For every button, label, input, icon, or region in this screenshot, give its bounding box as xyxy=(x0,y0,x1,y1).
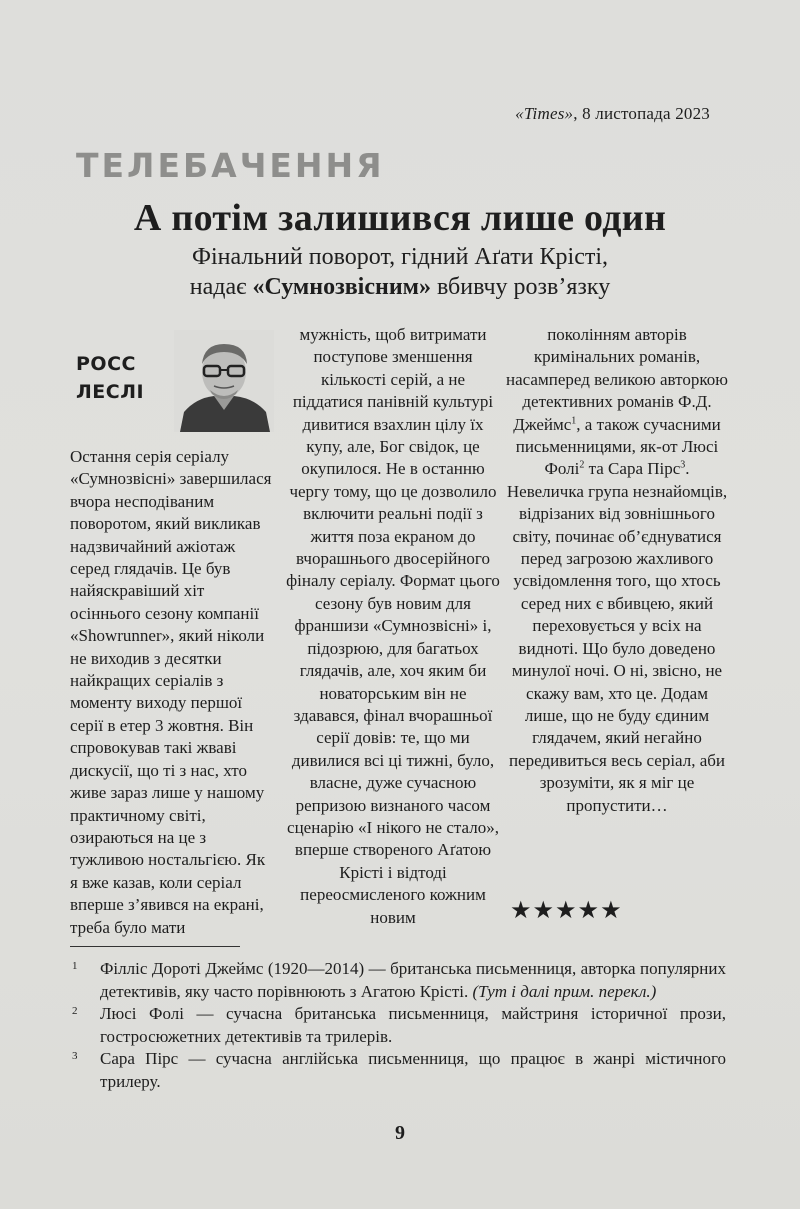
footnote-text: Філліс Дороті Джеймс (1920—2014) — британська письменниця, авторка популярних детективів, яку часто порівнюють з Агатою Крісті. xyxy=(100,959,726,1001)
article-body xyxy=(70,324,730,937)
footnote-3 xyxy=(70,1048,726,1093)
publication-name: «Times» xyxy=(515,104,574,123)
translator-note: (Тут і далі прим. перекл.) xyxy=(472,981,657,1001)
footnote-divider xyxy=(70,946,240,947)
col3-text-d: . Невеличка група незнайомців, відрізаних від зовнішнього світу, починає об’єднуватися перед загрозою жахливого усвідомлення того, що хтось серед них є вбивцею, який переховується у всіх на видноті. Що було доведено минулої ночі. О ні, звісно, не скажу вам, хто це. Додам лише, що не буду єдиним глядачем, який негайно передивиться весь серіал, аби зрозуміти, як я міг це пропустити… xyxy=(506,459,728,815)
author-first-name: РОСС xyxy=(76,353,136,375)
column-3 xyxy=(506,324,728,817)
article-subtitle xyxy=(60,242,740,302)
footnote-ref-3[interactable]: 3 xyxy=(680,459,686,471)
footnote-text: Сара Пірс — сучасна англійська письменниця, що працює в жанрі містичного трилеру. xyxy=(100,1049,726,1091)
footnote-ref-2[interactable]: 2 xyxy=(579,459,585,471)
footnote-text: Люсі Фолі — сучасна британська письменниця, майстриня історичної прози, гостросюжетних детективів та трилерів. xyxy=(100,1004,726,1046)
article-title: А потім залишився лише один xyxy=(133,197,667,239)
dateline xyxy=(515,104,710,124)
footnote-number: 3 xyxy=(72,1050,78,1062)
column-1 xyxy=(70,324,275,939)
subtitle-text: надає xyxy=(189,274,253,300)
author-block xyxy=(70,324,275,446)
footnote-number: 1 xyxy=(72,960,78,972)
col3-text-c: та Сара Пірс xyxy=(584,459,681,479)
author-name xyxy=(76,350,144,406)
footnotes xyxy=(70,958,726,1093)
author-photo xyxy=(174,330,274,432)
footnote-ref-1[interactable]: 1 xyxy=(571,414,577,426)
col3-text-a: поколінням авторів кримінальних романів, насамперед великою авторкою детективних романів Ф.Д. Джеймс xyxy=(506,325,728,434)
column-2 xyxy=(286,324,500,929)
footnote-number: 2 xyxy=(72,1005,78,1017)
subtitle-line-2 xyxy=(60,272,740,302)
author-last-name: ЛЕСЛІ xyxy=(76,381,145,403)
subtitle-line-1: Фінальний поворот, гідний Аґати Крісті, xyxy=(191,244,609,270)
page-number: 9 xyxy=(395,1122,405,1144)
column-1-text xyxy=(70,446,275,939)
footnote-1 xyxy=(70,958,726,1003)
rating-stars: ★★★★★ xyxy=(510,896,623,924)
col3-text-b: , а також сучасними письменницями, як-от Люсі Фолі xyxy=(515,414,721,479)
col1-line-1: Остання серія серіалу xyxy=(70,447,230,466)
col1-body: «Сумнозвісні» завершилася вчора несподіваним поворотом, який викликав надзвичайний ажіотаж серед глядачів. Це був найяскравіший хіт осіннього сезону компанії «Showrunner», який ніколи не виходив з десятки найкращих серіалів з моменту виходу першої серії в етер 3 жовтня. Він спровокував такі жваві дискусії, що ті з нас, хто живе зараз лише у нашому практичному світі, озираються на це з тужливою ностальгією. Як я вже казав, коли серіал вперше з’явився на екрані, треба було мати xyxy=(70,469,272,937)
column-2-text: мужність, щоб витримати поступове зменшення кількості серій, а не піддатися панівній культурі дивитися взахлин цілу їх купу, але, Бог свідок, це окупилося. Не в останню чергу тому, що це дозволило включити реальні події з життя поза екраном до вчорашнього двосерійного фіналу серіалу. Формат цього сезону був новим для франшизи «Сумнозвісні» і, підозрюю, для багатьох глядачів, але, хоч яким би новаторським він не здавався, фінал вчорашньої серії довів: те, що ми дивилися всі ці тижні, було, власне, дуже сучасною репризою визнаного часом сценарію «І нікого не стало», вперше створеного Аґатою Крісті і відтоді переосмисленого кожним новим xyxy=(286,325,500,927)
subtitle-bold-title: «Сумнозвісним» xyxy=(252,274,431,300)
section-label: ТЕЛЕБАЧЕННЯ xyxy=(76,146,385,185)
subtitle-text-end: вбивчу розв’язку xyxy=(431,274,611,300)
publication-date: , 8 листопада 2023 xyxy=(573,104,710,123)
footnote-2 xyxy=(70,1003,726,1048)
column-3-text xyxy=(506,324,728,817)
